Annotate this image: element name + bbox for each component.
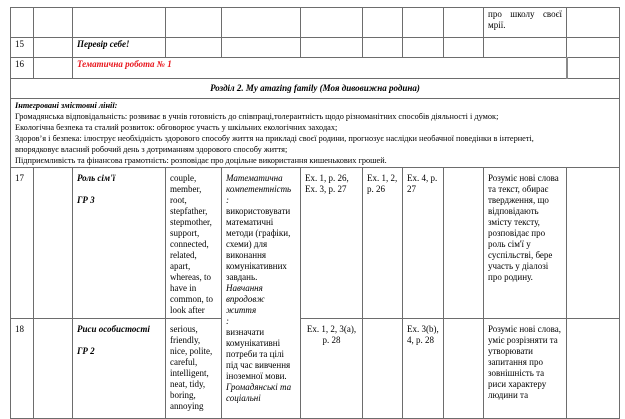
cell-writing xyxy=(444,168,484,319)
lesson-number: 16 xyxy=(11,58,34,79)
section-header-row xyxy=(11,79,620,99)
lesson-group: ГР 3 xyxy=(77,195,95,205)
cell-writing xyxy=(444,8,484,38)
cell-date xyxy=(34,168,73,319)
cell-date xyxy=(34,8,73,38)
cell-reading: Ex. 1, p. 26, Ex. 3, p. 27 xyxy=(301,168,363,319)
table-row-16 xyxy=(11,58,620,79)
integrated-line-civic: Громадянська відповідальність: розвиває в учнів готовність до співпраці,толерантність щодо різноманітних способів діяльності і думок; xyxy=(15,112,499,121)
cell-speaking: Ex. 3(b), 4, p. 28 xyxy=(403,319,444,419)
lesson-topic: Риси особистості xyxy=(77,324,150,334)
integrated-lines-row xyxy=(11,99,620,168)
thematic-test-title: Тематична робота № 1 xyxy=(73,58,567,79)
cell-speaking xyxy=(403,38,444,58)
integrated-line-finance: Підприємливість та фінансова грамотність: розповідає про доцільне використання кишенькових грошей. xyxy=(15,156,387,165)
cell-competences xyxy=(222,8,301,38)
cell-writing xyxy=(444,319,484,419)
math-competence-title: Математична компетентність xyxy=(226,173,292,194)
cell-outcome: Розуміє нові слова та текст, обирає твердження, що відповідають змісту тексту, розповідає про роль сім'ї у суспільстві, бере участь у діалозі про родину. xyxy=(484,168,567,319)
cell-date xyxy=(34,58,73,79)
cell-topic xyxy=(73,168,166,319)
table-row-15 xyxy=(11,38,620,58)
integrated-line-health-cont: впорядковує власний робочий день з дотриманням здорового способу життя; xyxy=(15,145,288,154)
cell-vocabulary xyxy=(166,8,222,38)
cell-vocabulary: couple, member, root, stepfather, stepmother, support, connected, related, apart, whereas, to have in common, to look after xyxy=(166,168,222,319)
cell-reading xyxy=(301,38,363,58)
cell-speaking: Ex. 4, p. 27 xyxy=(403,168,444,319)
lesson-plan-table xyxy=(10,7,620,419)
cell-listening xyxy=(363,8,403,38)
cell-speaking xyxy=(403,8,444,38)
cell-competences xyxy=(222,168,301,419)
cell-notes xyxy=(567,168,620,319)
integrated-line-health: Здоров’я і безпека: ілюструє необхідність здорового способу життя на прикладі своєї родини, прогнозує наслідки необачної поведінки в інтернеті, xyxy=(15,134,534,143)
cell-competences xyxy=(222,38,301,58)
cell-vocabulary xyxy=(166,38,222,58)
cell-notes xyxy=(567,38,620,58)
cell-topic xyxy=(73,8,166,38)
table-row-continued xyxy=(11,8,620,38)
cell-notes xyxy=(567,319,620,419)
cell-writing xyxy=(444,38,484,58)
cell-date xyxy=(34,38,73,58)
table-row-18 xyxy=(11,319,620,419)
cell-notes xyxy=(567,8,620,38)
integrated-lines-heading: Інтегровані змістовні лінії: xyxy=(15,101,118,110)
cell-outcome xyxy=(484,8,567,38)
lifelong-learning-colon: : xyxy=(226,316,229,326)
cell-notes xyxy=(567,58,620,79)
integrated-lines-cell xyxy=(11,99,620,168)
lesson-number: 17 xyxy=(11,168,34,319)
math-competence-colon: : xyxy=(226,195,229,205)
cell-reading xyxy=(301,8,363,38)
cell-listening xyxy=(363,38,403,58)
table-row-17 xyxy=(11,168,620,319)
cell-vocabulary: serious, friendly, nice, polite, careful, intelligent, neat, tidy, boring, annoying xyxy=(166,319,222,419)
cell-outcome: Розуміє нові слова, уміє розрізняти та утворювати запитання про зовнішність та риси характеру людини та xyxy=(484,319,567,419)
section-title: Розділ 2. My amazing family (Моя дивовижна родина) xyxy=(11,79,620,99)
lesson-topic: Перевір себе! xyxy=(73,38,166,58)
outcome-text: про школу своєї мрії. xyxy=(488,9,562,30)
cell-outcome xyxy=(484,38,567,58)
cell-reading: Ex. 1, 2, 3(a), p. 28 xyxy=(301,319,363,419)
integrated-line-ecology: Екологічна безпека та сталий розвиток: обговорює участь у шкільних екологічних заходах; xyxy=(15,123,338,132)
cell-topic xyxy=(73,319,166,419)
civic-competence-title: Громадянські та соціальні xyxy=(226,382,292,403)
lesson-topic: Роль сім'ї xyxy=(77,173,116,183)
lifelong-learning-title: Навчання впродовж життя xyxy=(226,283,265,315)
cell-number xyxy=(11,8,34,38)
lesson-group: ГР 2 xyxy=(77,346,95,356)
math-competence-text: використовувати математичні методи (графіки, схеми) для виконання комунікативних завдань. xyxy=(226,206,291,282)
lesson-number: 18 xyxy=(11,319,34,419)
lesson-number: 15 xyxy=(11,38,34,58)
cell-listening xyxy=(363,319,403,419)
cell-listening: Ex. 1, 2, p. 26 xyxy=(363,168,403,319)
cell-date xyxy=(34,319,73,419)
lifelong-learning-text: визначати комунікативні потреби та цілі під час вивчення іноземної мови. xyxy=(226,327,291,381)
